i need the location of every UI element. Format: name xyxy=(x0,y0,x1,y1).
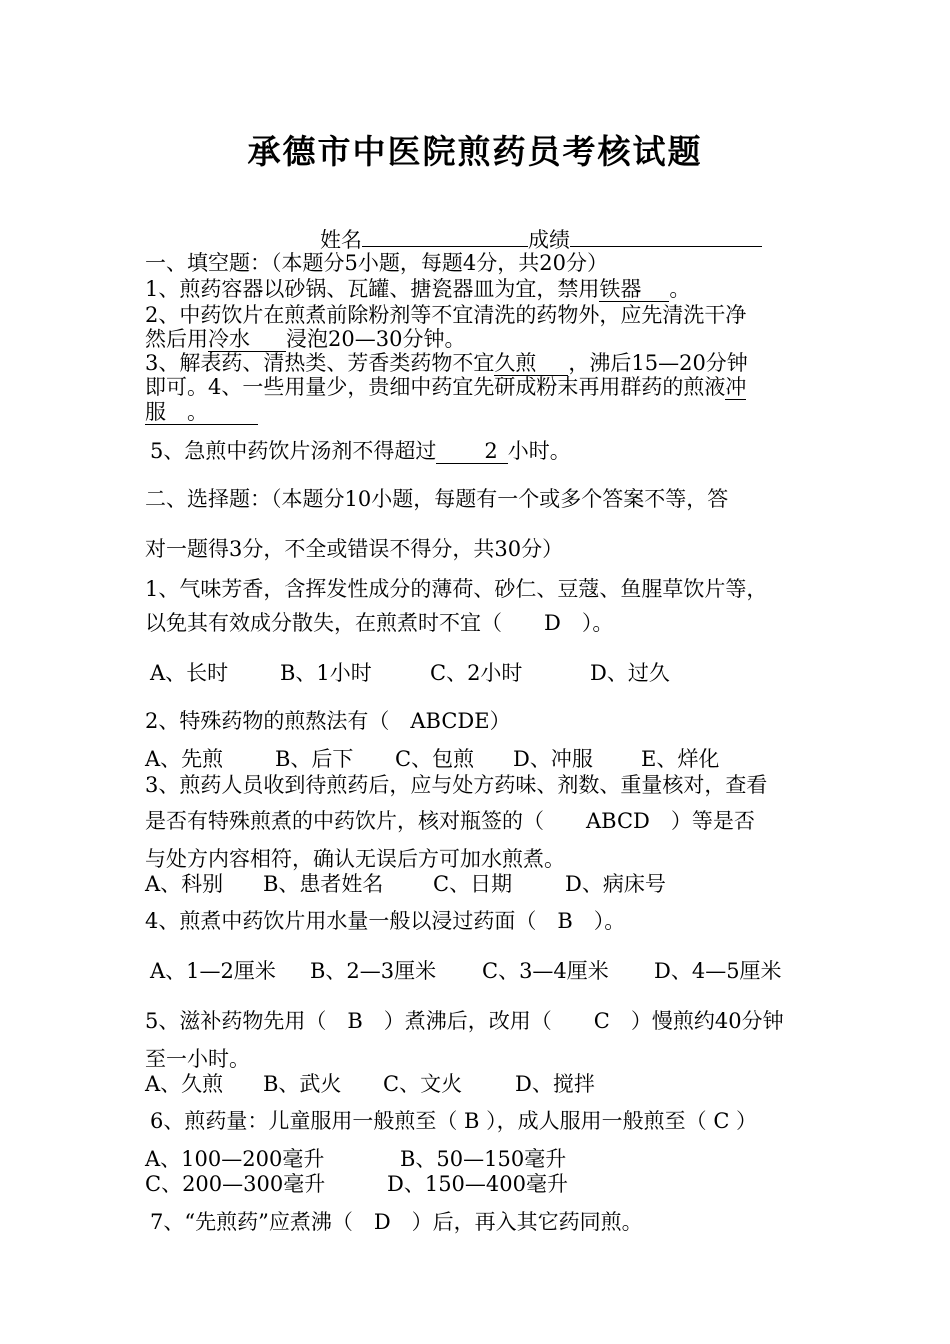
s1-q4-answer-b: 服 xyxy=(145,400,166,424)
s2-q5-option-c: C、文火 xyxy=(383,1072,463,1096)
s2-q2-options xyxy=(145,746,815,772)
section2-heading-line1: 二、选择题：（本题分10小题，每题有一个或多个答案不等，答 xyxy=(145,487,729,511)
section2-heading-line2: 对一题得3分，不全或错误不得分，共30分） xyxy=(145,537,564,561)
s2-q2-option-b: B、后下 xyxy=(275,747,354,771)
s2-q5-option-a: A、久煎 xyxy=(145,1072,224,1096)
s2-q3-line2: 是否有特殊煎煮的中药饮片，核对瓶签的（ ABCD ）等是否 xyxy=(145,809,755,833)
section1-heading: 一、填空题：（本题分5小题，每题4分，共20分） xyxy=(145,251,608,275)
s2-q4-options xyxy=(150,958,820,984)
s1-q1-end: 。 xyxy=(669,277,691,301)
s1-q4-text: 即可。4、一些用量少，贵细中药宜先研成粉末再用群药的煎液 xyxy=(145,375,726,399)
score-label: 成绩 xyxy=(528,228,570,252)
s2-q4-option-d: D、4—5厘米 xyxy=(654,959,782,983)
s2-q1-option-c: C、2小时 xyxy=(430,661,523,685)
s2-q5-option-b: B、武火 xyxy=(263,1072,342,1096)
s2-q5-option-d: D、搅拌 xyxy=(515,1072,595,1096)
name-score-row xyxy=(320,226,790,253)
s2-q7-line: 7、“先煎药”应煮沸（ D ）后，再入其它药同煎。 xyxy=(150,1210,643,1234)
s2-q2-line: 2、特殊药物的煎熬法有（ ABCDE） xyxy=(145,709,511,733)
s2-q3-option-b: B、患者姓名 xyxy=(263,872,384,896)
s2-q1-option-a: A、长时 xyxy=(150,661,229,685)
s1-q1-text: 1、煎药容器以砂锅、瓦罐、搪瓷器皿为宜，禁用 xyxy=(145,277,600,301)
s2-q6-option-d: D、150—400毫升 xyxy=(387,1172,569,1196)
s2-q3-options xyxy=(145,871,815,897)
s1-q5-text: 5、急煎中药饮片汤剂不得超过 xyxy=(150,439,437,463)
s2-q6-option-a: A、100—200毫升 xyxy=(145,1147,325,1171)
s2-q3-line3: 与处方内容相符，确认无误后方可加水煎煮。 xyxy=(145,847,565,871)
s2-q6-option-c: C、200—300毫升 xyxy=(145,1172,326,1196)
s1-q3-answer: 久煎 xyxy=(494,351,568,376)
s1-question-3 xyxy=(145,350,815,376)
s2-q1-line1: 1、气味芳香，含挥发性成分的薄荷、砂仁、豆蔻、鱼腥草饮片等， xyxy=(145,577,768,601)
s1-q5-answer: 2 xyxy=(436,439,507,464)
s2-q2-option-c: C、包煎 xyxy=(395,747,475,771)
s2-q4-option-c: C、3—4厘米 xyxy=(482,959,609,983)
s1-question-1 xyxy=(145,276,815,302)
s2-q6-option-b: B、50—150毫升 xyxy=(400,1147,567,1171)
s2-q2-option-e: E、烊化 xyxy=(641,747,720,771)
s2-q6-line: 6、煎药量：儿童服用一般煎至（ B ），成人服用一般煎至（ C ） xyxy=(150,1109,758,1133)
score-blank xyxy=(570,226,762,247)
s1-q3-end: ，沸后15—20分钟 xyxy=(568,351,748,375)
s1-q5-end: 小时。 xyxy=(507,439,571,463)
s1-question-2-line1: 2、中药饮片在煎煮前除粉剂等不宜清洗的药物外，应先清洗干净 xyxy=(145,303,747,327)
s1-q4-answer-b-wrap xyxy=(145,400,258,425)
s1-q2-text: 然后用 xyxy=(145,327,208,351)
s2-q5-line1: 5、滋补药物先用（ B ）煮沸后，改用（ C ）慢煎约40分钟 xyxy=(145,1009,784,1033)
s1-q2-answer: 冷水 xyxy=(208,327,286,352)
s2-q1-options xyxy=(150,660,820,686)
s1-question-4-line2 xyxy=(145,399,815,425)
s2-q3-option-a: A、科别 xyxy=(145,872,224,896)
s2-q1-line2: 以免其有效成分散失，在煎煮时不宜（ D ）。 xyxy=(145,611,614,635)
s2-q3-line1: 3、煎药人员收到待煎药后，应与处方药味、剂数、重量核对，查看 xyxy=(145,773,768,797)
s1-q2-end: 浸泡20—30分钟。 xyxy=(286,327,466,351)
s2-q3-option-c: C、日期 xyxy=(433,872,513,896)
s2-q3-option-d: D、病床号 xyxy=(565,872,666,896)
s2-q2-option-d: D、冲服 xyxy=(513,747,593,771)
s2-q2-option-a: A、先煎 xyxy=(145,747,224,771)
s2-q4-option-a: A、1—2厘米 xyxy=(150,959,276,983)
s2-q5-options xyxy=(145,1071,815,1097)
s1-question-5 xyxy=(150,438,820,464)
s1-q3-text: 3、解表药、清热类、芳香类药物不宜 xyxy=(145,351,495,375)
s1-question-4-line1 xyxy=(145,374,815,400)
name-label: 姓名 xyxy=(320,228,362,252)
s1-q4-end: 。 xyxy=(187,400,208,424)
s1-question-2-line2 xyxy=(145,326,815,352)
s1-q4-answer-a: 冲 xyxy=(725,375,747,399)
s2-q6-options-row1 xyxy=(145,1146,815,1172)
s2-q1-option-b: B、1小时 xyxy=(280,661,372,685)
s2-q6-options-row2 xyxy=(145,1171,815,1197)
s2-q5-line2: 至一小时。 xyxy=(145,1047,250,1071)
name-blank xyxy=(362,226,528,247)
page-title: 承德市中医院煎药员考核试题 xyxy=(247,132,703,171)
s2-q4-option-b: B、2—3厘米 xyxy=(310,959,437,983)
s2-q4-line: 4、煎煮中药饮片用水量一般以浸过药面（ B ）。 xyxy=(145,909,626,933)
s2-q1-option-d: D、过久 xyxy=(590,661,670,685)
s1-q1-answer: 铁器 xyxy=(599,277,669,302)
